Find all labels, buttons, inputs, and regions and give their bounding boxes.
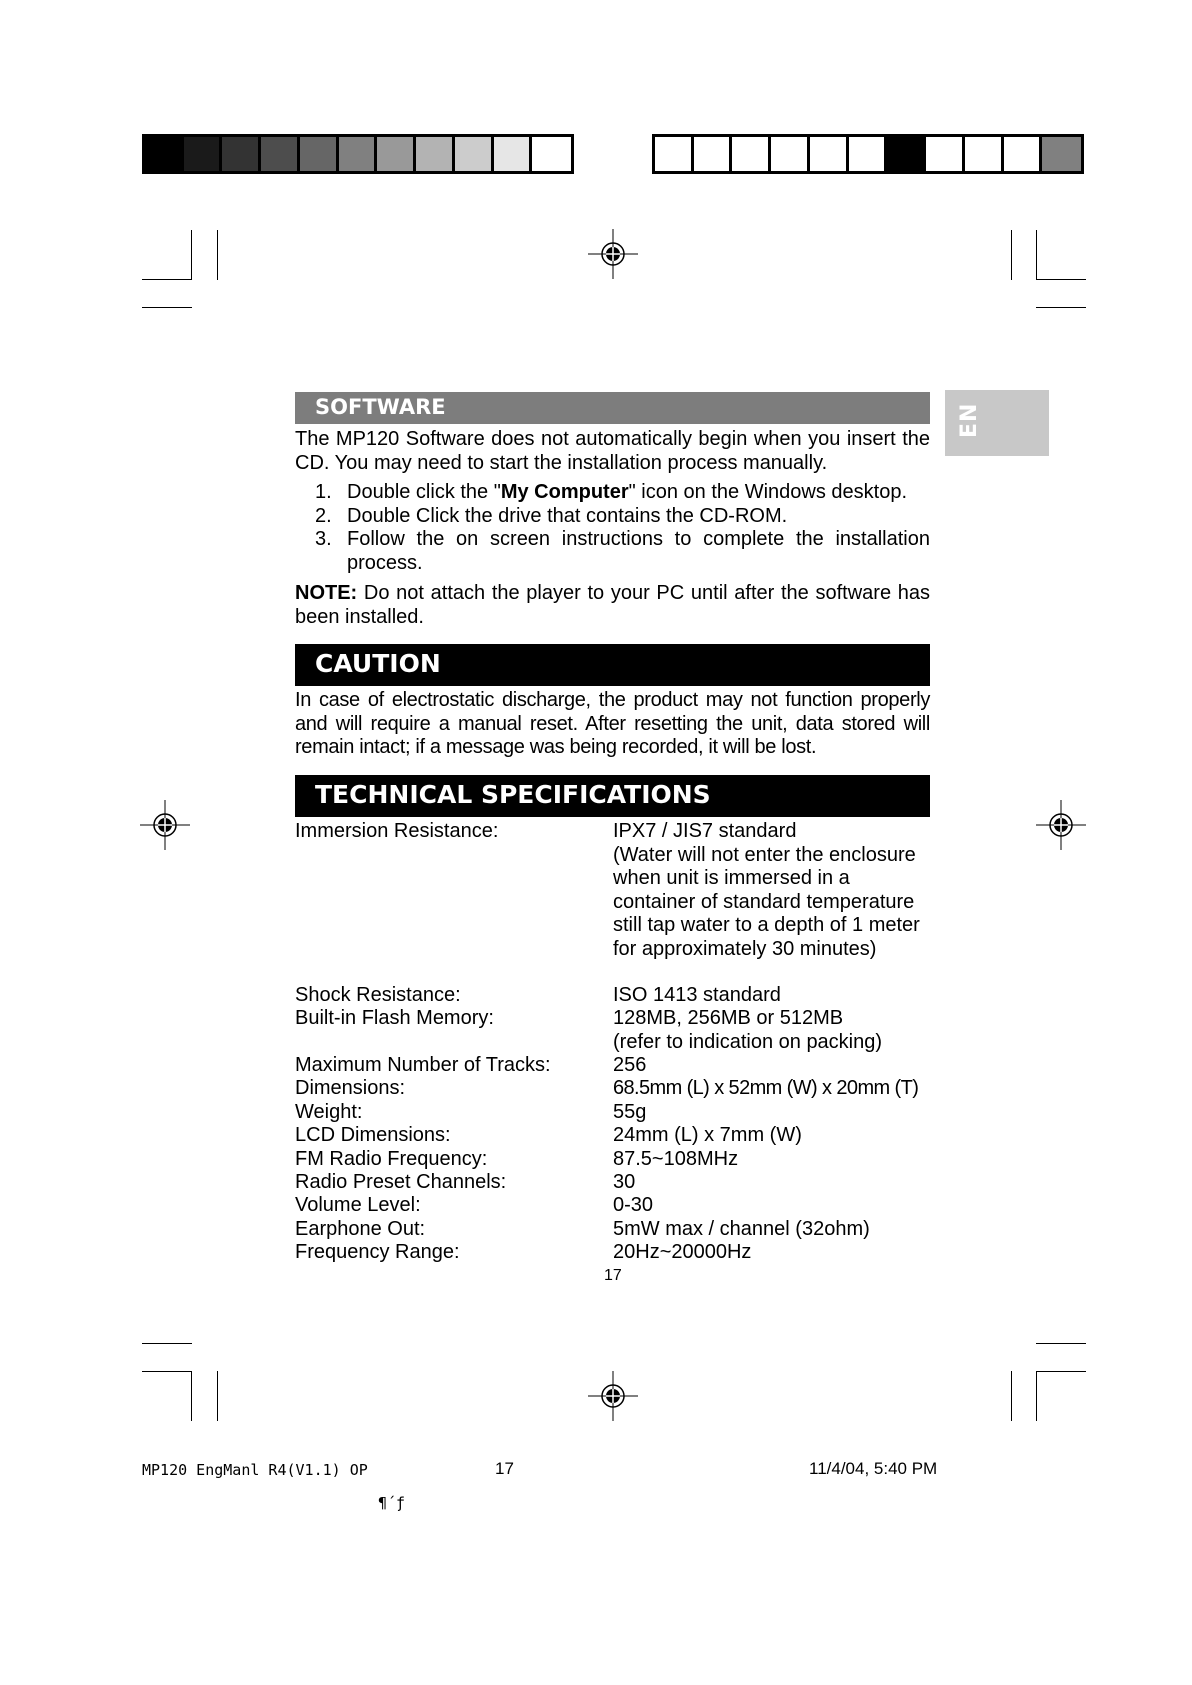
spec-value: 20Hz~20000Hz [613,1241,752,1263]
step-bold: My Computer [500,481,629,503]
footer-filename: MP120 EngManl R4(V1.1) OP [142,1461,368,1479]
color-swatch [655,137,694,171]
step-number: 3. [315,528,332,550]
spec-label: Volume Level: [295,1194,421,1216]
crop-mark [1011,1371,1012,1421]
spec-value-line: IPX7 / JIS7 standard [613,820,797,842]
list-item [295,481,930,505]
color-swatch [1042,137,1081,171]
crop-mark [217,230,218,280]
list-item [295,505,930,529]
color-swatch [184,137,223,171]
footer-page: 17 [495,1459,514,1478]
spec-label: Shock Resistance: [295,984,461,1006]
spec-value: 5mW max / channel (32ohm) [613,1218,870,1240]
spec-value: ISO 1413 standard [613,984,781,1006]
step-number: 2. [315,504,332,527]
caution-text: In case of electrostatic discharge, the product may not function properly and will require a manual reset. After resetting the unit, data stored will remain intact; if a message was being recorded, it will be lost. [295,689,930,758]
registration-target-icon [140,800,190,850]
spec-label: Built-in Flash Memory: [295,1007,494,1029]
spec-value: 0-30 [613,1194,654,1216]
list-item [295,528,930,575]
color-swatch [732,137,771,171]
crop-mark [1036,1371,1037,1421]
spec-value-line: 128MB, 256MB or 512MB [613,1007,844,1029]
spec-label: Radio Preset Channels: [295,1171,507,1193]
spec-value: 256 [613,1054,647,1076]
step-text: " icon on the Windows desktop. [628,481,907,503]
registration-bar [652,134,1084,174]
color-swatch [1004,137,1043,171]
spec-value-note: (Water will not enter the enclosure when unit is immersed in a container of standard temperature still tap water to a depth of 1 meter for approximately 30 minutes) [613,843,920,960]
crop-mark [1036,279,1086,280]
step-number: 1. [315,481,332,503]
crop-mark [1036,230,1037,280]
registration-target-icon [588,1371,638,1421]
spec-value [613,1007,933,1054]
crop-mark [142,1343,192,1344]
color-swatch [532,137,571,171]
color-swatch [849,137,888,171]
crop-mark [1011,230,1012,280]
crop-mark [191,230,192,280]
caution-header [295,644,930,686]
note-label: NOTE: [295,582,358,604]
spec-value: 87.5~108MHz [613,1148,739,1170]
spec-label: Earphone Out: [295,1218,426,1240]
crop-mark [142,307,192,308]
language-tab [945,390,1049,456]
spec-value: 68.5mm (L) x 52mm (W) x 20mm (T) [613,1077,919,1099]
color-swatch [887,137,926,171]
color-swatch [222,137,261,171]
footer-glyphs: ¶´ƒ [378,1494,406,1512]
spec-value-note: (refer to indication on packing) [613,1030,883,1053]
crop-mark [142,279,192,280]
color-swatch [965,137,1004,171]
software-intro: The MP120 Software does not automatically begin when you insert the CD. You may need to start the installation process manually. [295,428,930,474]
software-title: SOFTWARE [315,395,446,419]
crop-mark [142,1371,192,1372]
software-header [295,392,930,424]
spec-label: Weight: [295,1101,363,1123]
spec-label: Maximum Number of Tracks: [295,1054,551,1076]
caution-title: CAUTION [315,649,441,678]
registration-target-icon [588,229,638,279]
step-text: Double Click the drive that contains the CD-ROM. [347,504,788,527]
spec-value: 24mm (L) x 7mm (W) [613,1124,802,1146]
color-swatch [377,137,416,171]
spec-label: Dimensions: [295,1077,406,1099]
spec-value [613,820,933,961]
color-swatch [455,137,494,171]
color-swatch [145,137,184,171]
color-swatch [810,137,849,171]
crop-mark [217,1371,218,1421]
crop-mark [191,1371,192,1421]
registration-target-icon [1036,800,1086,850]
specs-header [295,775,930,817]
color-swatch [494,137,533,171]
color-swatch [261,137,300,171]
spec-value: 55g [613,1101,647,1123]
color-swatch [416,137,455,171]
page-number: 17 [604,1267,622,1284]
step-text: Follow the on screen instructions to complete the installation process. [347,528,930,574]
language-tab-label: EN [957,402,982,438]
crop-mark [1036,1343,1086,1344]
color-swatch [771,137,810,171]
spec-label: LCD Dimensions: [295,1124,451,1146]
color-swatch [339,137,378,171]
spec-value: 30 [613,1171,636,1193]
step-text: Double click the " [347,481,501,503]
spec-label: Immersion Resistance: [295,820,499,842]
color-swatch [694,137,733,171]
install-steps [295,481,930,575]
crop-mark [1036,307,1086,308]
note-text: Do not attach the player to your PC until after the software has been installed. [295,582,930,628]
grayscale-bar [142,134,574,174]
spec-label: FM Radio Frequency: [295,1148,488,1170]
specs-title: TECHNICAL SPECIFICATIONS [315,780,711,809]
software-note [295,582,930,629]
color-swatch [926,137,965,171]
crop-mark [1036,1371,1086,1372]
footer-date: 11/4/04, 5:40 PM [809,1459,938,1478]
spec-label: Frequency Range: [295,1241,460,1263]
color-swatch [300,137,339,171]
